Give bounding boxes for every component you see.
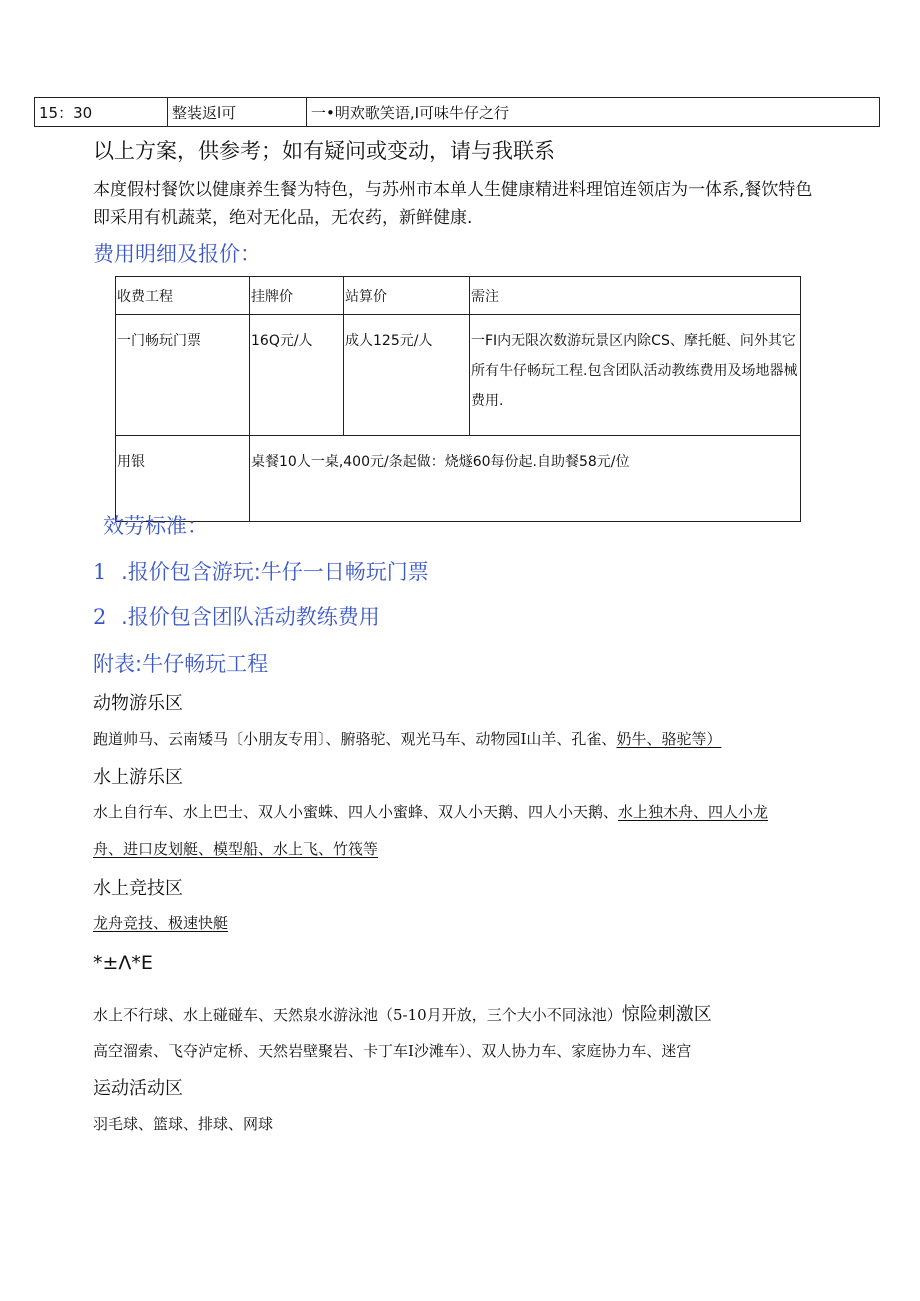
service-item-text: .报价包含团队活动教练费用 (121, 605, 380, 629)
fee-col-list-price: 挂牌价 (250, 277, 344, 315)
closing-line: 以上方案，供参考；如有疑问或变动，请与我联系 (93, 139, 555, 163)
fee-table (115, 276, 801, 522)
zone-misc-items-text: 水上不行球、水上碰碰车、天然泉水游泳池（5-10月开放，三个大小不同泳池） (93, 1006, 622, 1024)
zone-animal-title: 动物游乐区 (93, 693, 183, 714)
fee-remark-line: 所有牛仔畅玩工程.包含团队活动教练费用及场地器械 (471, 363, 798, 379)
fee-item-dining: 用银 (116, 436, 250, 522)
zone-animal-items-underlined: 奶牛、骆驼等） (616, 730, 722, 748)
schedule-table (34, 97, 880, 127)
zone-thrill-title: 惊险刺激区 (621, 1004, 712, 1025)
zone-compete-items: 龙舟竞技、极速快艇 (93, 914, 229, 932)
zone-thrill-items: 高空溜索、飞夺泸定桥、天然岩壁聚岩、卡丁车I沙滩车）、双人协力车、家庭协力车、迷宫 (93, 1042, 692, 1060)
fee-col-remark: 需注 (470, 277, 801, 315)
fee-item-ticket: 一门畅玩门票 (116, 315, 250, 436)
service-heading: 效劳标准： (103, 514, 208, 538)
fee-remark (470, 315, 801, 436)
catering-line-1: 本度假村餐饮以健康养生餐为特色，与苏州市本单人生健康精进料理馆连领店为一体系,餐饮特色 (93, 180, 813, 200)
service-item-number: 2 (93, 605, 107, 629)
zone-sports-items: 羽毛球、篮球、排球、网球 (93, 1115, 274, 1133)
fee-col-settle-price: 站算价 (344, 277, 470, 315)
table-row (116, 315, 801, 436)
schedule-activity: 整装返l可 (168, 98, 307, 127)
schedule-note: 一•明欢歌笑语,I可味牛仔之行 (307, 98, 880, 127)
service-item-number: 1 (93, 560, 107, 584)
fee-col-item: 收费工程 (116, 277, 250, 315)
zone-water-items-underlined: 水上独木舟、四人小龙 (618, 803, 769, 821)
zone-sports-title: 运动活动区 (93, 1078, 183, 1099)
fee-remark-line: 费用. (471, 393, 504, 409)
service-item-text: .报价包含游玩:牛仔一日畅玩门票 (121, 560, 429, 584)
schedule-time: 15：30 (35, 98, 168, 127)
garbled-heading: *±Λ*E (93, 952, 153, 974)
service-item-1 (93, 556, 429, 586)
fee-header-row (116, 277, 801, 315)
zone-animal-items-plain: 跑道帅马、云南矮马〔小朋友专用〕、腑骆驼、观光马车、动物园I山羊、孔雀、 (93, 730, 617, 748)
fee-list-price: 16Q元/人 (250, 315, 344, 436)
zone-animal-items (93, 728, 721, 749)
fee-remark-line: 一FI内无限次数游玩景区内除CS、摩托艇、问外其它 (471, 333, 796, 349)
schedule-row (35, 98, 880, 127)
service-item-2 (93, 601, 380, 631)
zone-water-items-plain: 水上自行车、水上巴士、双人小蜜蛛、四人小蜜蜂、双人小天鹅、四人小天鹅、 (93, 803, 619, 821)
zone-water-items-line-2: 舟、进口皮划艇、模型船、水上飞、竹筏等 (93, 840, 379, 858)
zone-water-items-line-1 (93, 801, 768, 822)
appendix-heading: 附表:牛仔畅玩工程 (93, 652, 269, 676)
zone-compete-title: 水上竞技区 (93, 878, 183, 899)
zone-water-title: 水上游乐区 (93, 767, 183, 788)
fee-settle-price: 成人125元/人 (344, 315, 470, 436)
fee-heading: 费用明细及报价： (93, 242, 261, 266)
catering-line-2: 即采用有机蔬菜，绝对无化品，无农药，新鲜健康. (93, 208, 473, 228)
zone-misc-items (93, 1000, 712, 1026)
table-row (116, 436, 801, 522)
fee-dining-detail: 桌餐10人一桌,400元/条起做：烧燧60每份起.自助餐58元/位 (250, 436, 801, 522)
